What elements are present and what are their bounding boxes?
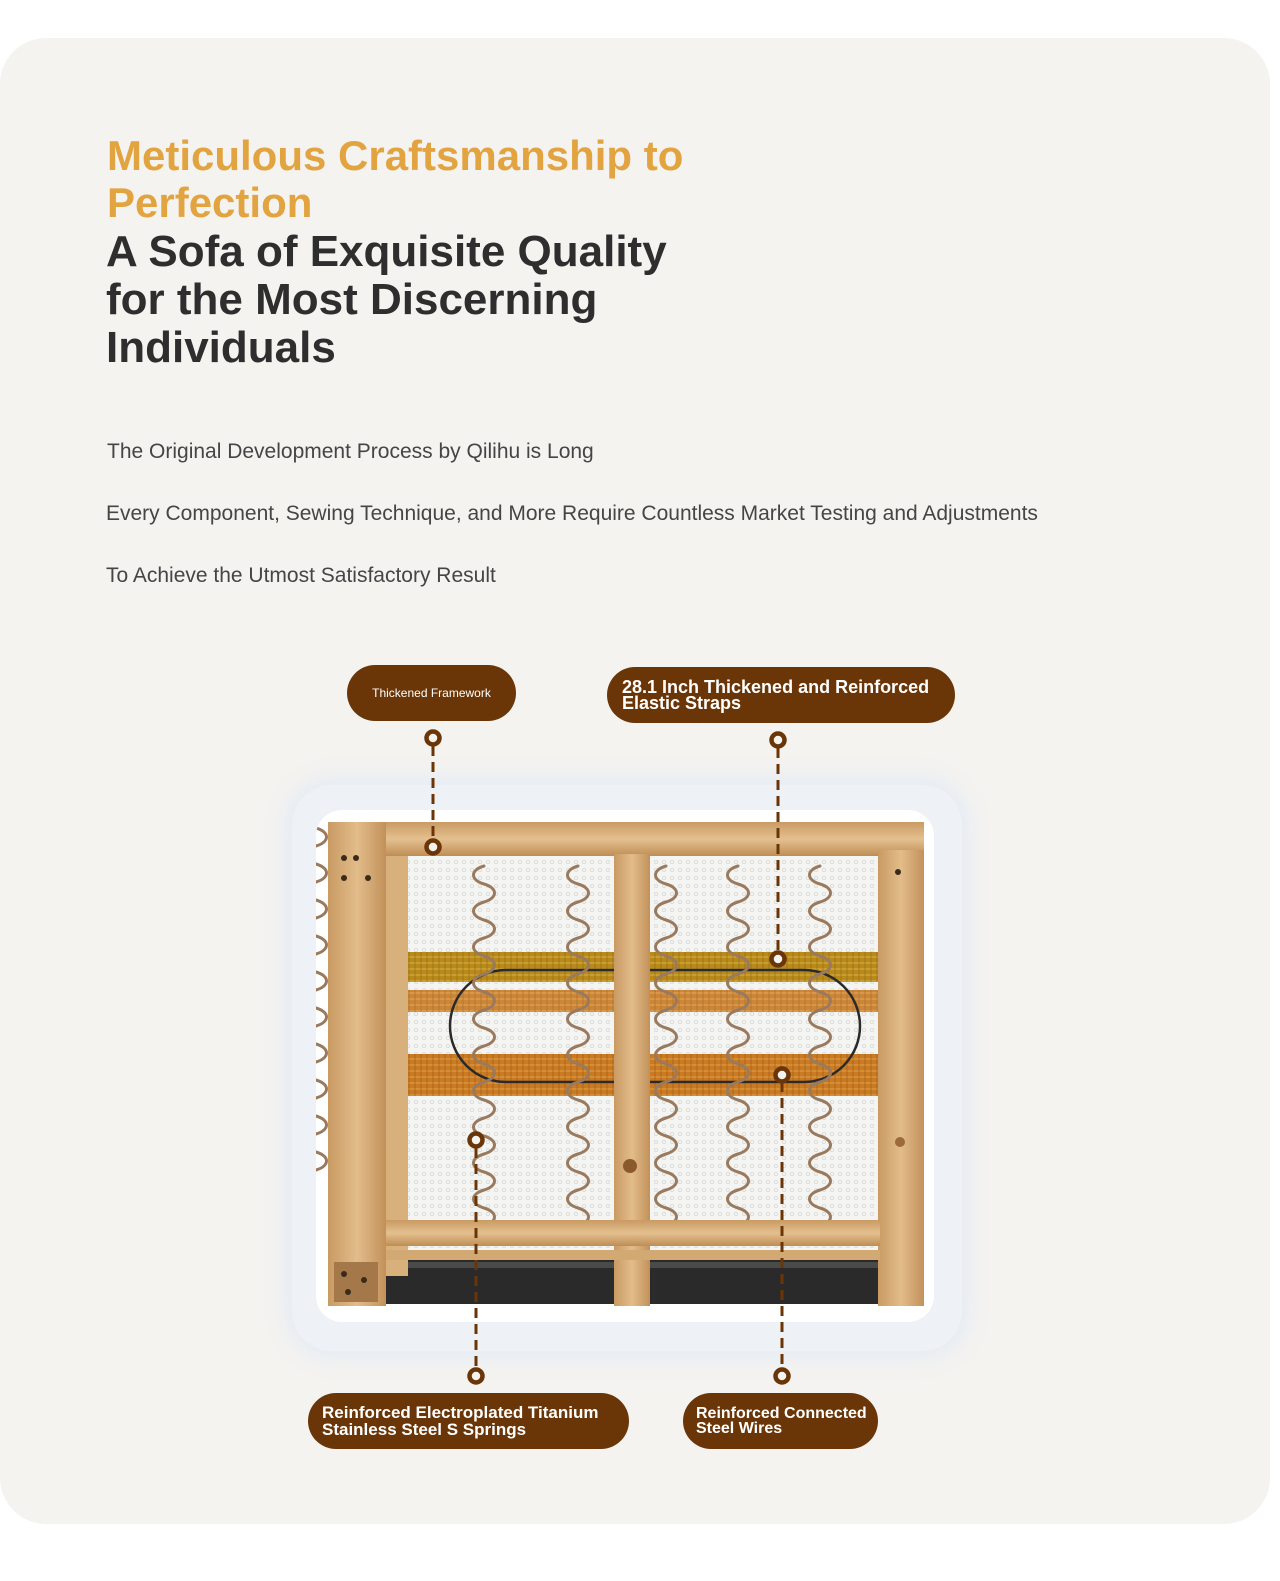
callout-steel-wires bbox=[683, 1393, 878, 1449]
heading-accent: Meticulous Craftsmanship to Perfection bbox=[107, 132, 684, 226]
callout-framework-label: Thickened Framework bbox=[372, 686, 491, 700]
heading-main: A Sofa of Exquisite Quality for the Most Discerning Individuals bbox=[106, 227, 667, 372]
sofa-frame-photo bbox=[316, 810, 934, 1322]
callout-elastic-straps bbox=[607, 667, 955, 723]
callout-springs-label: Reinforced Electroplated Titanium Stainless Steel S Springs bbox=[322, 1403, 599, 1439]
subtext-line-3: To Achieve the Utmost Satisfactory Result bbox=[106, 564, 496, 587]
callout-straps-label: 28.1 Inch Thickened and Reinforced Elastic Straps bbox=[622, 677, 930, 713]
subtext-line-2: Every Component, Sewing Technique, and More Require Countless Market Testing and Adjustments bbox=[106, 502, 1038, 525]
subtext-line-1: The Original Development Process by Qilihu is Long bbox=[107, 440, 594, 463]
callout-thickened-framework bbox=[347, 665, 516, 721]
sofa-frame-illustration bbox=[316, 810, 934, 1322]
callout-wires-label: Reinforced Connected Steel Wires bbox=[696, 1405, 867, 1437]
callout-s-springs bbox=[308, 1393, 629, 1449]
